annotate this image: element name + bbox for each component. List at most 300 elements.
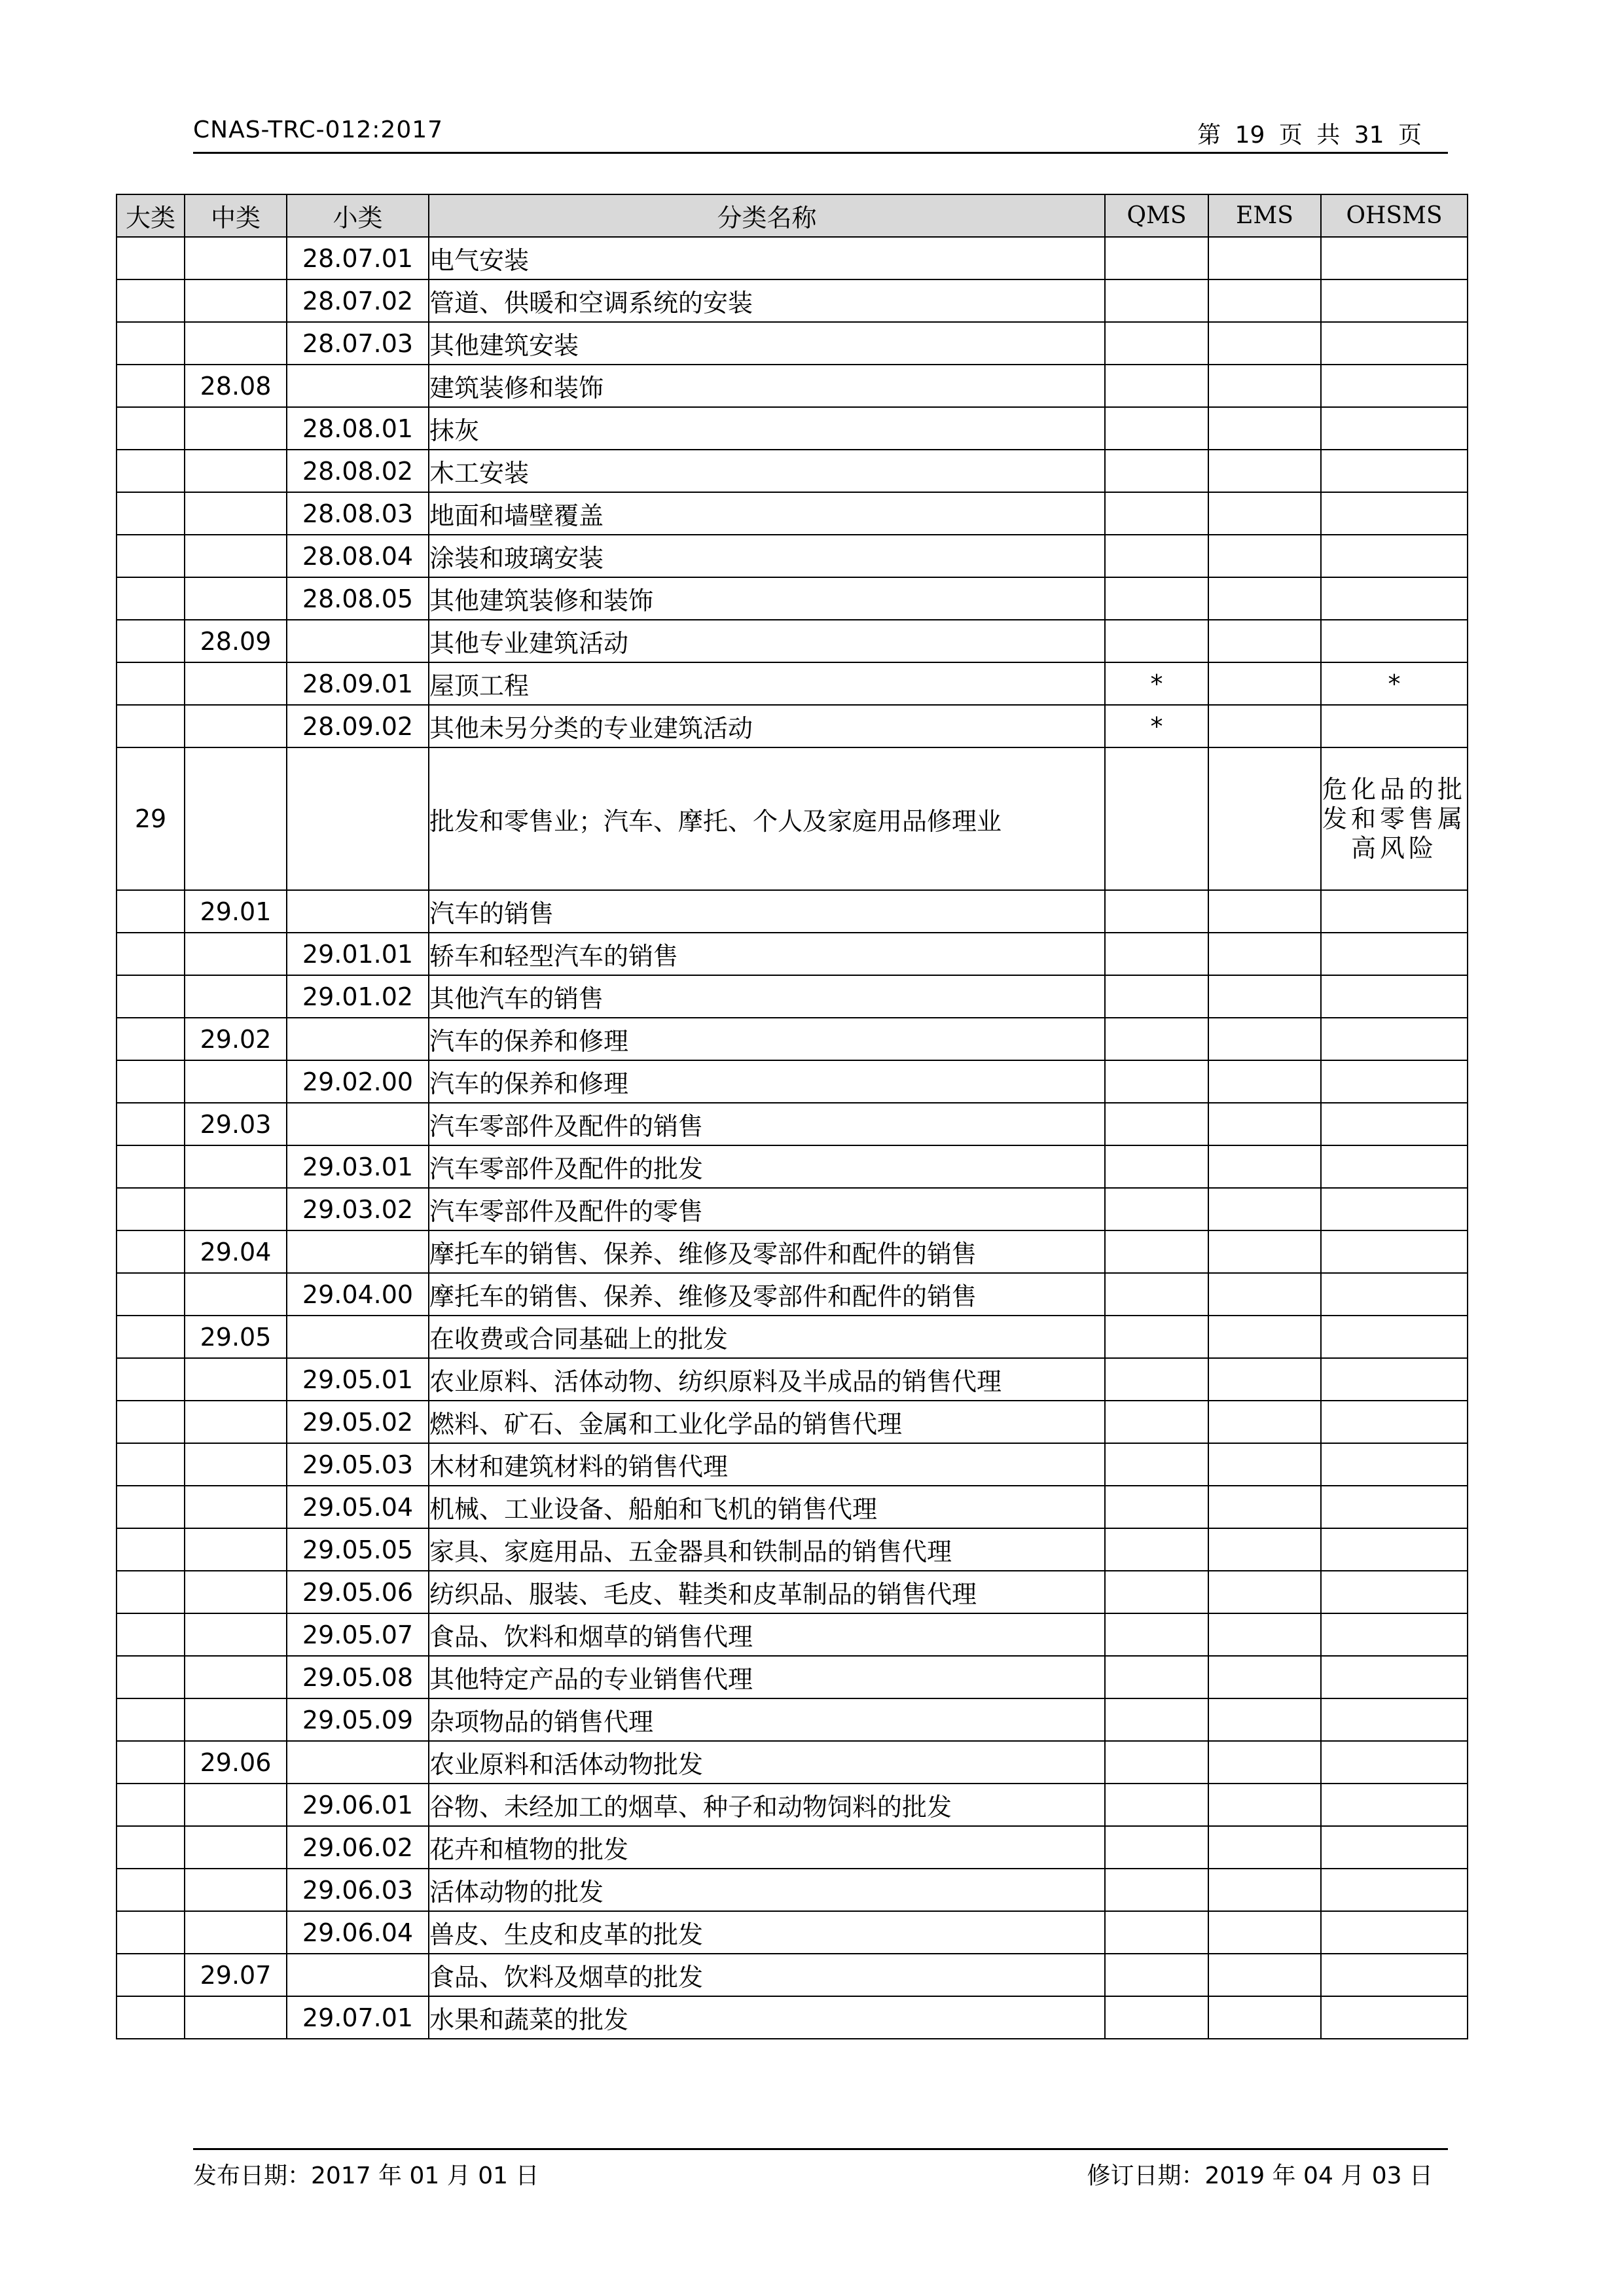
cell-ohsms: [1321, 1954, 1468, 1996]
table-row: [117, 1018, 1468, 1060]
cell-middle: [185, 747, 287, 890]
table-row: [117, 620, 1468, 662]
cell-name: 农业原料和活体动物批发: [429, 1741, 1105, 1784]
cell-ohsms: [1321, 1826, 1468, 1869]
cell-name: 谷物、未经加工的烟草、种子和动物饲料的批发: [429, 1784, 1105, 1826]
table-row: [117, 237, 1468, 279]
cell-major: [117, 322, 185, 365]
cell-major: [117, 662, 185, 705]
cell-minor: [287, 1741, 429, 1784]
cell-ohsms: [1321, 1103, 1468, 1145]
cell-ems: [1208, 975, 1321, 1018]
cell-middle: [185, 279, 287, 322]
cell-minor: 29.04.00: [287, 1273, 429, 1316]
table-row: [117, 1486, 1468, 1528]
cell-major: [117, 1784, 185, 1826]
cell-major: [117, 975, 185, 1018]
cell-ohsms: [1321, 1230, 1468, 1273]
table-row: [117, 279, 1468, 322]
cell-minor: 28.08.03: [287, 492, 429, 535]
table-row: [117, 890, 1468, 933]
cell-middle: [185, 1869, 287, 1911]
cell-ems: [1208, 577, 1321, 620]
cell-middle: [185, 705, 287, 747]
cell-major: [117, 279, 185, 322]
cell-ems: [1208, 1103, 1321, 1145]
cell-ems: [1208, 1188, 1321, 1230]
classification-table: [116, 194, 1468, 2039]
cell-name: 在收费或合同基础上的批发: [429, 1316, 1105, 1358]
col-header-minor: 小类: [287, 194, 429, 237]
cell-name: 汽车零部件及配件的批发: [429, 1145, 1105, 1188]
cell-ems: [1208, 1571, 1321, 1613]
cell-qms: [1105, 577, 1208, 620]
cell-ems: [1208, 1401, 1321, 1443]
cell-middle: [185, 1060, 287, 1103]
table-row: [117, 407, 1468, 450]
cell-qms: [1105, 1571, 1208, 1613]
cell-minor: 29.01.01: [287, 933, 429, 975]
cell-middle: [185, 1698, 287, 1741]
cell-ems: [1208, 933, 1321, 975]
cell-major: [117, 933, 185, 975]
cell-ems: [1208, 492, 1321, 535]
cell-middle: [185, 1401, 287, 1443]
cell-name: 建筑装修和装饰: [429, 365, 1105, 407]
cell-middle: [185, 1571, 287, 1613]
cell-ems: [1208, 237, 1321, 279]
cell-qms: [1105, 279, 1208, 322]
cell-major: [117, 1911, 185, 1954]
cell-major: [117, 1486, 185, 1528]
cell-middle: 29.06: [185, 1741, 287, 1784]
cell-minor: 29.03.02: [287, 1188, 429, 1230]
table-row: [117, 1698, 1468, 1741]
cell-minor: [287, 1018, 429, 1060]
cell-qms: [1105, 890, 1208, 933]
table-row: [117, 322, 1468, 365]
cell-qms: *: [1105, 662, 1208, 705]
cell-ems: [1208, 620, 1321, 662]
table-row: [117, 1230, 1468, 1273]
cell-qms: [1105, 1996, 1208, 2039]
cell-ohsms: [1321, 1528, 1468, 1571]
cell-major: [117, 535, 185, 577]
cell-ems: [1208, 1954, 1321, 1996]
cell-minor: 28.09.01: [287, 662, 429, 705]
cell-middle: 28.09: [185, 620, 287, 662]
col-header-qms: QMS: [1105, 194, 1208, 237]
cell-minor: [287, 1230, 429, 1273]
cell-ohsms: [1321, 1145, 1468, 1188]
table-row: [117, 975, 1468, 1018]
revision-date: 修订日期：2019 年 04 月 03 日: [1087, 2162, 1433, 2189]
cell-major: [117, 1358, 185, 1401]
cell-ems: [1208, 1911, 1321, 1954]
cell-minor: [287, 1316, 429, 1358]
cell-major: [117, 1613, 185, 1656]
cell-qms: [1105, 1401, 1208, 1443]
cell-ohsms: [1321, 1401, 1468, 1443]
cell-qms: [1105, 1443, 1208, 1486]
cell-major: [117, 1145, 185, 1188]
cell-major: [117, 1060, 185, 1103]
cell-qms: [1105, 975, 1208, 1018]
cell-ohsms: [1321, 1571, 1468, 1613]
cell-middle: [185, 322, 287, 365]
cell-ems: [1208, 1698, 1321, 1741]
table-header-row: [117, 194, 1468, 237]
cell-ems: [1208, 279, 1321, 322]
cell-ems: [1208, 1656, 1321, 1698]
cell-middle: [185, 1656, 287, 1698]
cell-qms: [1105, 1869, 1208, 1911]
table-row: [117, 365, 1468, 407]
cell-ems: [1208, 1869, 1321, 1911]
cell-ems: [1208, 1741, 1321, 1784]
table-row: [117, 1316, 1468, 1358]
cell-ems: [1208, 890, 1321, 933]
cell-name: 家具、家庭用品、五金器具和铁制品的销售代理: [429, 1528, 1105, 1571]
cell-name: 批发和零售业；汽车、摩托、个人及家庭用品修理业: [429, 747, 1105, 890]
cell-qms: [1105, 1954, 1208, 1996]
cell-major: [117, 1571, 185, 1613]
cell-minor: 28.07.01: [287, 237, 429, 279]
cell-middle: [185, 1528, 287, 1571]
cell-ems: [1208, 705, 1321, 747]
cell-major: [117, 1401, 185, 1443]
page-header: [193, 113, 1448, 154]
document-code: CNAS-TRC-012:2017: [193, 117, 444, 143]
cell-name: 花卉和植物的批发: [429, 1826, 1105, 1869]
cell-major: [117, 1443, 185, 1486]
col-header-major: 大类: [117, 194, 185, 237]
cell-middle: [185, 1784, 287, 1826]
table-row: [117, 1954, 1468, 1996]
cell-major: [117, 705, 185, 747]
cell-middle: [185, 450, 287, 492]
table-row: [117, 1571, 1468, 1613]
cell-qms: [1105, 1145, 1208, 1188]
cell-ohsms: [1321, 890, 1468, 933]
cell-minor: 29.06.04: [287, 1911, 429, 1954]
cell-ems: [1208, 450, 1321, 492]
cell-middle: [185, 933, 287, 975]
table-row: [117, 933, 1468, 975]
cell-qms: [1105, 492, 1208, 535]
cell-qms: [1105, 1018, 1208, 1060]
cell-ems: [1208, 365, 1321, 407]
cell-middle: 29.05: [185, 1316, 287, 1358]
cell-qms: [1105, 237, 1208, 279]
cell-qms: [1105, 1784, 1208, 1826]
cell-minor: 29.06.01: [287, 1784, 429, 1826]
cell-qms: [1105, 535, 1208, 577]
col-header-ohsms: OHSMS: [1321, 194, 1468, 237]
cell-major: [117, 1018, 185, 1060]
cell-name: 汽车零部件及配件的零售: [429, 1188, 1105, 1230]
cell-middle: [185, 1443, 287, 1486]
table-row: [117, 1869, 1468, 1911]
cell-ems: [1208, 1358, 1321, 1401]
cell-ohsms: [1321, 1911, 1468, 1954]
cell-ohsms: 危化品的批发和零售属高风险: [1321, 747, 1468, 890]
col-header-middle: 中类: [185, 194, 287, 237]
cell-qms: [1105, 1486, 1208, 1528]
cell-name: 机械、工业设备、船舶和飞机的销售代理: [429, 1486, 1105, 1528]
cell-ohsms: [1321, 1060, 1468, 1103]
cell-major: [117, 620, 185, 662]
cell-ems: [1208, 1996, 1321, 2039]
cell-middle: [185, 1486, 287, 1528]
cell-name: 其他建筑安装: [429, 322, 1105, 365]
cell-ems: [1208, 407, 1321, 450]
cell-middle: 29.01: [185, 890, 287, 933]
table-row: [117, 1911, 1468, 1954]
table-row: [117, 577, 1468, 620]
cell-minor: 29.03.01: [287, 1145, 429, 1188]
table-row: [117, 1741, 1468, 1784]
cell-ohsms: [1321, 1741, 1468, 1784]
cell-ohsms: [1321, 1443, 1468, 1486]
col-header-name: 分类名称: [429, 194, 1105, 237]
cell-middle: 29.07: [185, 1954, 287, 1996]
cell-middle: [185, 577, 287, 620]
cell-major: [117, 450, 185, 492]
cell-ems: [1208, 1273, 1321, 1316]
cell-ohsms: [1321, 1656, 1468, 1698]
cell-major: [117, 1656, 185, 1698]
cell-ems: [1208, 1145, 1321, 1188]
cell-minor: 29.02.00: [287, 1060, 429, 1103]
cell-qms: [1105, 1273, 1208, 1316]
cell-middle: [185, 1826, 287, 1869]
cell-name: 水果和蔬菜的批发: [429, 1996, 1105, 2039]
cell-ohsms: [1321, 1996, 1468, 2039]
table-row: [117, 1103, 1468, 1145]
cell-major: [117, 1698, 185, 1741]
cell-name: 其他特定产品的专业销售代理: [429, 1656, 1105, 1698]
cell-middle: [185, 1273, 287, 1316]
cell-ems: [1208, 1528, 1321, 1571]
cell-middle: [185, 975, 287, 1018]
cell-minor: [287, 890, 429, 933]
cell-name: 其他未另分类的专业建筑活动: [429, 705, 1105, 747]
cell-middle: [185, 1613, 287, 1656]
cell-minor: [287, 1103, 429, 1145]
cell-name: 食品、饮料和烟草的销售代理: [429, 1613, 1105, 1656]
cell-major: [117, 577, 185, 620]
col-header-ems: EMS: [1208, 194, 1321, 237]
cell-middle: [185, 1145, 287, 1188]
cell-major: [117, 1869, 185, 1911]
cell-major: [117, 365, 185, 407]
cell-middle: [185, 662, 287, 705]
cell-name: 地面和墙壁覆盖: [429, 492, 1105, 535]
cell-ems: [1208, 322, 1321, 365]
table-row: [117, 492, 1468, 535]
cell-minor: [287, 1954, 429, 1996]
cell-ems: [1208, 1443, 1321, 1486]
cell-ohsms: [1321, 577, 1468, 620]
cell-qms: *: [1105, 705, 1208, 747]
cell-middle: 29.03: [185, 1103, 287, 1145]
cell-ohsms: [1321, 1316, 1468, 1358]
cell-qms: [1105, 407, 1208, 450]
cell-ems: [1208, 747, 1321, 890]
cell-minor: 29.06.02: [287, 1826, 429, 1869]
cell-name: 其他建筑装修和装饰: [429, 577, 1105, 620]
cell-minor: 29.07.01: [287, 1996, 429, 2039]
cell-name: 食品、饮料及烟草的批发: [429, 1954, 1105, 1996]
table-row: [117, 662, 1468, 705]
table-row: [117, 1358, 1468, 1401]
cell-qms: [1105, 1188, 1208, 1230]
table-row: [117, 1656, 1468, 1698]
cell-qms: [1105, 747, 1208, 890]
cell-minor: 29.05.05: [287, 1528, 429, 1571]
table-row: [117, 747, 1468, 890]
cell-ohsms: [1321, 620, 1468, 662]
cell-minor: [287, 620, 429, 662]
cell-major: [117, 1230, 185, 1273]
cell-minor: 29.05.04: [287, 1486, 429, 1528]
cell-minor: 29.05.03: [287, 1443, 429, 1486]
cell-ohsms: [1321, 407, 1468, 450]
cell-qms: [1105, 1613, 1208, 1656]
cell-ohsms: *: [1321, 662, 1468, 705]
table-row: [117, 1443, 1468, 1486]
cell-middle: [185, 237, 287, 279]
cell-ohsms: [1321, 1018, 1468, 1060]
cell-name: 汽车的保养和修理: [429, 1018, 1105, 1060]
cell-major: [117, 1273, 185, 1316]
cell-minor: 29.05.06: [287, 1571, 429, 1613]
cell-qms: [1105, 1230, 1208, 1273]
cell-minor: 29.05.09: [287, 1698, 429, 1741]
cell-major: [117, 1996, 185, 2039]
cell-major: [117, 1741, 185, 1784]
cell-minor: 28.08.04: [287, 535, 429, 577]
cell-ohsms: [1321, 933, 1468, 975]
cell-middle: 29.04: [185, 1230, 287, 1273]
cell-ohsms: [1321, 365, 1468, 407]
cell-name: 摩托车的销售、保养、维修及零部件和配件的销售: [429, 1273, 1105, 1316]
cell-name: 杂项物品的销售代理: [429, 1698, 1105, 1741]
cell-name: 汽车零部件及配件的销售: [429, 1103, 1105, 1145]
cell-name: 其他汽车的销售: [429, 975, 1105, 1018]
cell-ems: [1208, 1316, 1321, 1358]
cell-ohsms: [1321, 237, 1468, 279]
cell-name: 汽车的销售: [429, 890, 1105, 933]
table-row: [117, 1996, 1468, 2039]
cell-qms: [1105, 322, 1208, 365]
cell-name: 纺织品、服装、毛皮、鞋类和皮革制品的销售代理: [429, 1571, 1105, 1613]
cell-ems: [1208, 1018, 1321, 1060]
page-number: 第 19 页 共 31 页: [1197, 122, 1422, 149]
cell-ohsms: [1321, 279, 1468, 322]
cell-qms: [1105, 1911, 1208, 1954]
cell-name: 屋顶工程: [429, 662, 1105, 705]
cell-qms: [1105, 620, 1208, 662]
cell-minor: 28.07.02: [287, 279, 429, 322]
cell-minor: 28.09.02: [287, 705, 429, 747]
cell-name: 其他专业建筑活动: [429, 620, 1105, 662]
cell-name: 汽车的保养和修理: [429, 1060, 1105, 1103]
cell-major: [117, 1954, 185, 1996]
cell-ohsms: [1321, 322, 1468, 365]
cell-ems: [1208, 1613, 1321, 1656]
cell-name: 轿车和轻型汽车的销售: [429, 933, 1105, 975]
cell-ems: [1208, 535, 1321, 577]
cell-major: [117, 1103, 185, 1145]
cell-name: 兽皮、生皮和皮革的批发: [429, 1911, 1105, 1954]
cell-minor: 28.08.01: [287, 407, 429, 450]
cell-middle: 28.08: [185, 365, 287, 407]
cell-middle: [185, 1188, 287, 1230]
cell-ems: [1208, 662, 1321, 705]
cell-major: [117, 1188, 185, 1230]
cell-middle: 29.02: [185, 1018, 287, 1060]
cell-major: [117, 407, 185, 450]
cell-name: 活体动物的批发: [429, 1869, 1105, 1911]
cell-ohsms: [1321, 1273, 1468, 1316]
cell-middle: [185, 1996, 287, 2039]
cell-major: [117, 1528, 185, 1571]
cell-qms: [1105, 933, 1208, 975]
issue-date: 发布日期：2017 年 01 月 01 日: [193, 2162, 539, 2189]
cell-minor: 29.05.01: [287, 1358, 429, 1401]
cell-ohsms: [1321, 705, 1468, 747]
cell-ohsms: [1321, 1784, 1468, 1826]
cell-major: [117, 1826, 185, 1869]
cell-qms: [1105, 1826, 1208, 1869]
cell-name: 农业原料、活体动物、纺织原料及半成品的销售代理: [429, 1358, 1105, 1401]
table-body: [117, 237, 1468, 2039]
cell-ohsms: [1321, 1698, 1468, 1741]
cell-qms: [1105, 1103, 1208, 1145]
cell-ohsms: [1321, 492, 1468, 535]
cell-ohsms: [1321, 975, 1468, 1018]
cell-minor: 28.08.05: [287, 577, 429, 620]
cell-major: [117, 492, 185, 535]
table-row: [117, 705, 1468, 747]
cell-qms: [1105, 1741, 1208, 1784]
cell-middle: [185, 492, 287, 535]
cell-middle: [185, 1358, 287, 1401]
cell-ohsms: [1321, 1486, 1468, 1528]
cell-major: [117, 1316, 185, 1358]
cell-minor: 29.05.02: [287, 1401, 429, 1443]
cell-middle: [185, 1911, 287, 1954]
cell-name: 涂装和玻璃安装: [429, 535, 1105, 577]
cell-name: 管道、供暖和空调系统的安装: [429, 279, 1105, 322]
cell-minor: 29.01.02: [287, 975, 429, 1018]
cell-ohsms: [1321, 1358, 1468, 1401]
table-row: [117, 1145, 1468, 1188]
table-row: [117, 1060, 1468, 1103]
cell-major: [117, 890, 185, 933]
table-row: [117, 450, 1468, 492]
table-row: [117, 1188, 1468, 1230]
cell-qms: [1105, 1358, 1208, 1401]
cell-ohsms: [1321, 1613, 1468, 1656]
cell-ems: [1208, 1060, 1321, 1103]
cell-minor: 29.05.08: [287, 1656, 429, 1698]
cell-name: 木材和建筑材料的销售代理: [429, 1443, 1105, 1486]
cell-qms: [1105, 1316, 1208, 1358]
table-row: [117, 1273, 1468, 1316]
